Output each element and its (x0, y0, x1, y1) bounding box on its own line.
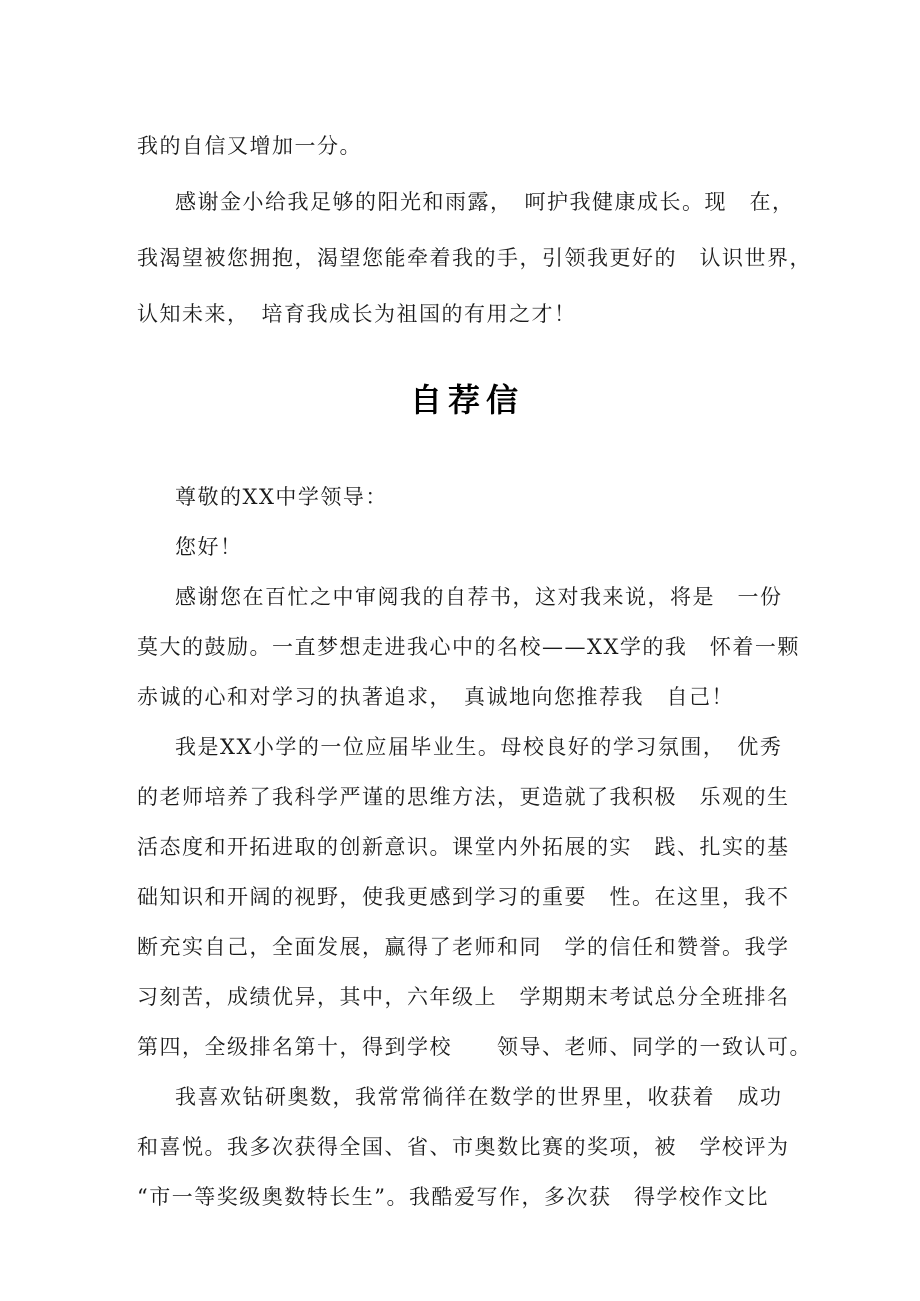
text-line: 我是XX小学的一位应届毕业生。母校良好的学习氛围， 优秀 (175, 735, 783, 759)
text-line: 认知未来， 培育我成长为祖国的有用之才！ (137, 302, 577, 326)
text-line: 感谢金小给我足够的阳光和雨露， 呵护我健康成长。现 在， (175, 190, 795, 214)
text-line: 活态度和开拓进取的创新意识。课堂内外拓展的实 践、扎实的基 (137, 835, 790, 859)
text-line: 赤诚的心和对学习的执著追求， 真诚地向您推荐我 自己！ (137, 685, 734, 709)
previous-page-continuation (137, 118, 812, 342)
text-line: 我喜欢钻研奥数，我常常徜徉在数学的世界里，收获着 成功 (175, 1085, 783, 1109)
text-line: 础知识和开阔的视野，使我更感到学习的重要 性。在这里，我不 (137, 885, 790, 909)
text-line: 的老师培养了我科学严谨的思维方法，更造就了我积极 乐观的生 (137, 785, 790, 809)
text-line: 莫大的鼓励。一直梦想走进我心中的名校——XX学的我 怀着一颗 (137, 635, 800, 659)
text-line: 和喜悦。我多次获得全国、省、市奥数比赛的奖项，被 学校评为 (137, 1135, 790, 1159)
text-line: 我渴望被您拥抱，渴望您能牵着我的手，引领我更好的 认识世界， (137, 246, 812, 270)
text-line: 感谢您在百忙之中审阅我的自荐书，这对我来说，将是 一份 (175, 585, 783, 609)
letter-title: 自荐信 (409, 381, 524, 419)
salutation-line: 尊敬的XX中学领导： (175, 485, 388, 509)
text-line: 习刻苦，成绩优异，其中，六年级上 学期期末考试总分全班排名 (137, 985, 790, 1009)
text-line: 断充实自己，全面发展，赢得了老师和同 学的信任和赞誉。我学 (137, 935, 790, 959)
content-column (137, 0, 812, 1222)
text-line: 第四，全级排名第十，得到学校 领导、老师、同学的一致认可。 (137, 1035, 812, 1059)
greeting-line: 您好！ (175, 535, 243, 559)
letter-body (137, 472, 812, 1222)
text-line: 我的自信又增加一分。 (137, 134, 362, 158)
text-line: “市一等奖级奥数特长生”。我酷爱写作，多次获 得学校作文比 (137, 1185, 769, 1209)
